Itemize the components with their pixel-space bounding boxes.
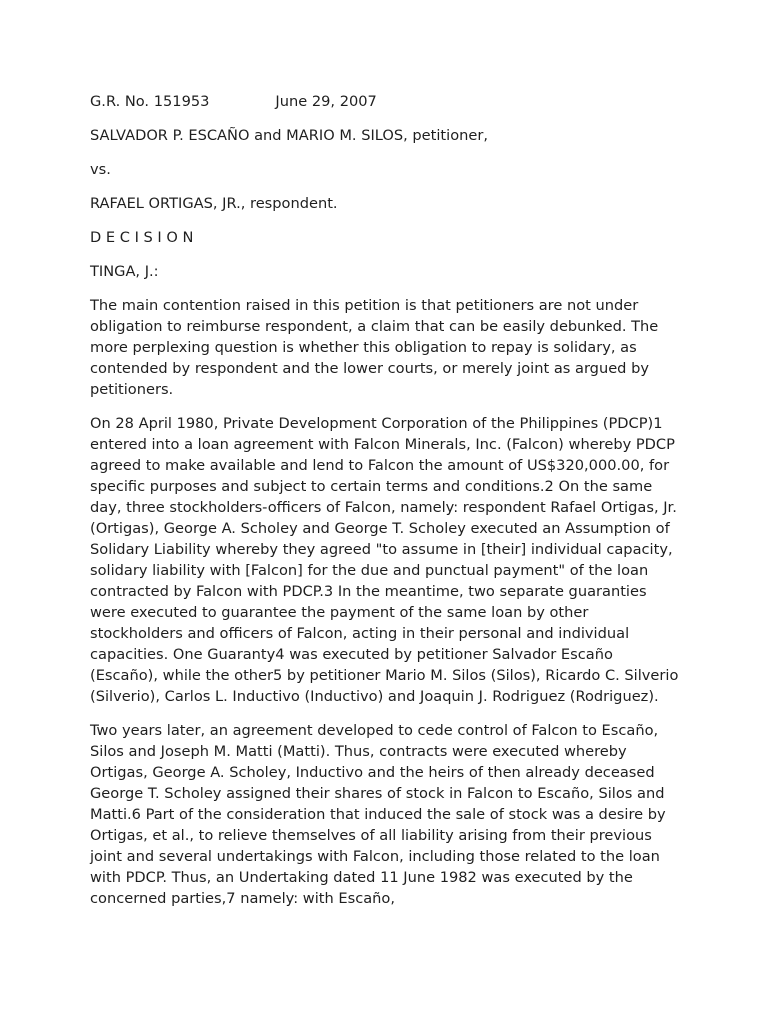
versus-line: vs. [90, 161, 111, 178]
respondent-line: RAFAEL ORTIGAS, JR., respondent. [90, 195, 338, 212]
document-page [90, 91, 682, 922]
body-paragraph: The main contention raised in this petition is that petitioners are not under obligation to reimburse respondent, a claim that can be easily debunked. The more perplexing question is whether this obligation to repay is solidary, as contended by respondent and the lower courts, or merely joint as argued by petitioners. [90, 297, 659, 398]
gr-number: G.R. No. 151953 [90, 93, 210, 110]
ponente-line: TINGA, J.: [90, 263, 159, 280]
case-number-line [90, 91, 682, 112]
body-paragraph: Two years later, an agreement developed to cede control of Falcon to Escaño, Silos and Joseph M. Matti (Matti). Thus, contracts were executed whereby Ortigas, George A. Scholey, Inductivo and the heirs of then already deceased George T. Scholey assigned their shares of stock in Falcon to Escaño, Silos and Matti.6 Part of the consideration that induced the sale of stock was a desire by Ortigas, et al., to relieve themselves of all liability arising from their previous joint and several undertakings with Falcon, including those related to the loan with PDCP. Thus, an Undertaking dated 11 June 1982 was executed by the concerned parties,7 namely: with Escaño, [90, 722, 666, 907]
body-paragraph: On 28 April 1980, Private Development Corporation of the Philippines (PDCP)1 entered into a loan agreement with Falcon Minerals, Inc. (Falcon) whereby PDCP agreed to make available and lend to Falcon the amount of US$320,000.00, for specific purposes and subject to certain terms and conditions.2 On the same day, three stockholders-officers of Falcon, namely: respondent Rafael Ortigas, Jr. (Ortigas), George A. Scholey and George T. Scholey executed an Assumption of Solidary Liability whereby they agreed "to assume in [their] individual capacity, solidary liability with [Falcon] for the due and punctual payment" of the loan contracted by Falcon with PDCP.3 In the meantime, two separate guaranties were executed to guarantee the payment of the same loan by other stockholders and officers of Falcon, acting in their personal and individual capacities. One Guaranty4 was executed by petitioner Salvador Escaño (Escaño), while the other5 by petitioner Mario M. Silos (Silos), Ricardo C. Silverio (Silverio), Carlos L. Inductivo (Inductivo) and Joaquin J. Rodriguez (Rodriguez). [90, 415, 679, 705]
decision-heading: D E C I S I O N [90, 229, 194, 246]
petitioners-line: SALVADOR P. ESCAÑO and MARIO M. SILOS, petitioner, [90, 127, 488, 144]
decision-date: June 29, 2007 [275, 93, 377, 110]
